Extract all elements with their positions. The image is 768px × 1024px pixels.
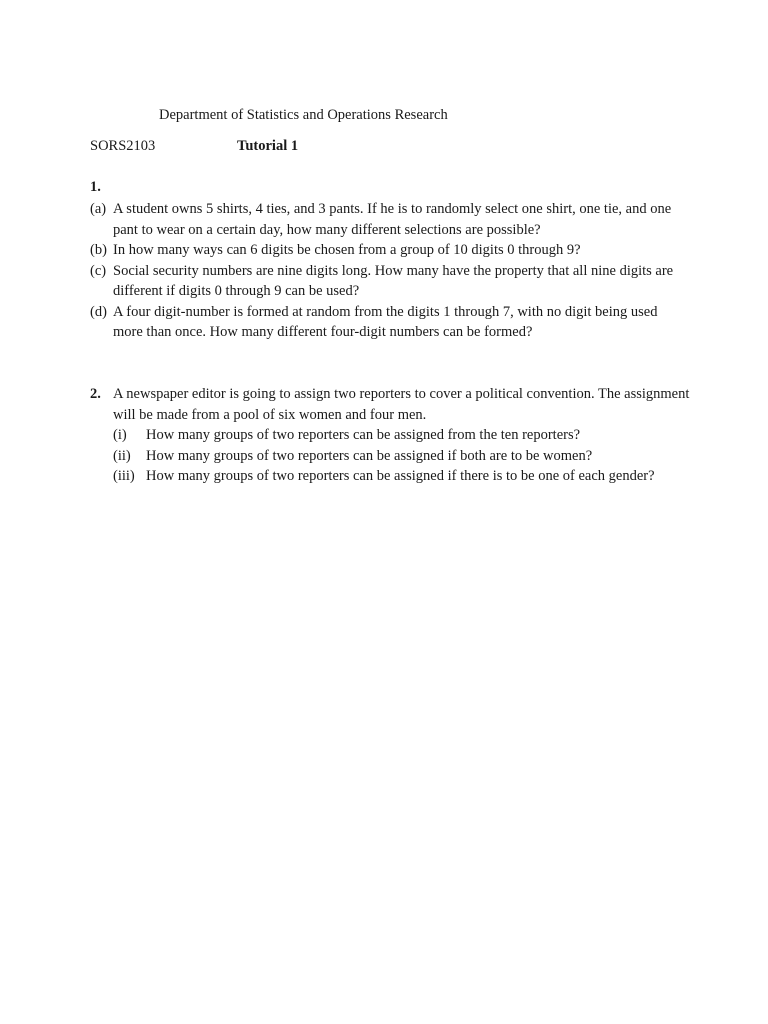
question-2-subpart-ii [113,446,690,467]
subpart-text: How many groups of two reporters can be assigned if there is to be one of each gender? [146,468,655,484]
question-1-number: 1. [90,179,101,195]
subpart-label: (i) [113,427,127,443]
question-1-part-c [90,261,690,302]
question-2-subparts [90,425,690,487]
part-text: In how many ways can 6 digits be chosen from a group of 10 digits 0 through 9? [113,242,581,258]
question-2-head [90,384,690,425]
course-code: SORS2103 [90,138,156,154]
part-label: (b) [90,242,107,258]
subpart-text: How many groups of two reporters can be assigned from the ten reporters? [146,427,581,443]
question-1-part-d [90,302,690,343]
part-text: A student owns 5 shirts, 4 ties, and 3 pants. If he is to randomly select one shirt, one tie, and one pant to wear on a certain day, how many different selections are possible? [113,201,672,238]
part-text: A four digit-number is formed at random from the digits 1 through 7, with no digit being used more than once. How many different four-digit numbers can be formed? [113,303,658,340]
subpart-text: How many groups of two reporters can be assigned if both are to be women? [146,447,593,464]
subpart-label: (iii) [113,468,135,484]
question-2-subpart-i [113,425,690,446]
question-2-number: 2. [90,386,101,402]
department-title: Department of Statistics and Operations Research [159,107,448,123]
question-1-part-b [90,240,690,261]
question-1-part-a [90,199,690,240]
part-label: (c) [90,262,107,279]
question-2 [90,384,690,487]
part-label: (a) [90,201,107,217]
question-2-text: A newspaper editor is going to assign two reporters to cover a political convention. The assignment will be made from a pool of six women and four men. [113,386,690,423]
question-2-subpart-iii [113,466,690,487]
tutorial-title: Tutorial 1 [237,138,299,154]
course-header [90,136,298,157]
part-text: Social security numbers are nine digits long. How many have the property that all nine digits are different if digits 0 through 9 can be used? [113,262,674,299]
subpart-label: (ii) [113,447,131,464]
part-label: (d) [90,303,107,320]
question-1-parts [90,199,690,343]
